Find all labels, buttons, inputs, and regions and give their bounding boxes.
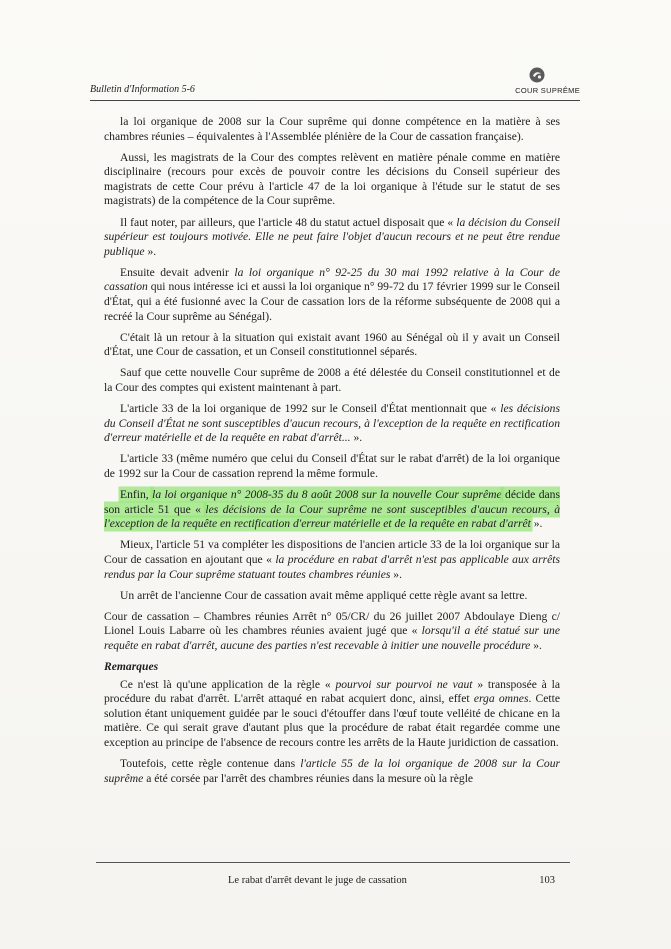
text-run: ». xyxy=(530,638,542,652)
text-run: C'était là un retour à la situation qui existait avant 1960 au Sénégal où il y avait un Conseil d'État, une Cour de cassation, et un Conseil constitutionnel séparés. xyxy=(104,330,560,359)
text-run: la décision du Conseil supérieur est toujours motivée. Elle ne peut faire l'objet d'aucun recours et ne peut être rendue publique xyxy=(104,215,560,258)
text-run: . Cette solution étant uniquement guidée par le souci d'étouffer dans l'œuf toute velléité de chicane en la matière. Ce qui serait grave d'autant plus que la procédure de rabat était regardée comme une exception au principe de l'absence de recours contre les arrêts de la Haute juridiction de cassation. xyxy=(104,692,560,749)
highlighted-text: décide dans son article 51 que « xyxy=(104,488,560,516)
text-run: ». xyxy=(350,431,363,445)
footer-divider xyxy=(96,862,570,863)
paragraph xyxy=(104,678,560,751)
text-run: ». xyxy=(144,244,157,258)
text-run: Toutefois, cette règle contenue dans xyxy=(120,757,301,771)
paragraph xyxy=(104,538,560,582)
text-run: Un arrêt de l'ancienne Cour de cassation avait même appliqué cette règle avant sa lettre. xyxy=(120,588,528,602)
text-run: les décisions du Conseil d'État ne sont susceptibles d'aucun recours, à l'exception de la requête en rectification d'erreur matérielle et de la requête en rabat d'arrêt... xyxy=(104,402,560,445)
text-run: Ce n'est là qu'une application de la règle « xyxy=(120,677,336,691)
text-run: Mieux, l'article 51 va compléter les dispositions de l'ancien article 33 de la loi organique sur la Cour de cassation en ajoutant que « xyxy=(104,538,560,566)
section-heading xyxy=(104,660,560,675)
document-body xyxy=(104,115,560,793)
paragraph xyxy=(104,589,560,604)
highlighted-text: les décisions de la Cour suprême ne sont susceptibles d'aucun recours, à l'exception de la requête en rectification d'erreur matérielle et de la requête en rabat d'arrêt xyxy=(104,502,560,531)
text-run: Sauf que cette nouvelle Cour suprême de 2008 a été délestée du Conseil constitutionnel et de la Cour des comptes qui existent maintenant à part. xyxy=(104,366,560,394)
text-run: ». xyxy=(530,517,543,531)
text-run: la loi organique n° 92-25 du 30 mai 1992 relative à la Cour de cassation xyxy=(104,265,560,294)
text-run: Ensuite devait advenir xyxy=(120,265,235,279)
paragraph xyxy=(104,488,560,532)
text-run: l'article 55 de la loi organique de 2008 sur la Cour suprême xyxy=(104,757,560,785)
highlighted-text: Enfin, xyxy=(120,488,153,502)
highlighted-text: la loi organique n° 2008-35 du 8 août 2008 sur la nouvelle Cour suprême xyxy=(152,488,502,502)
text-run: L'article 33 (même numéro que celui du Conseil d'État sur le rabat d'arrêt) de la loi organique de 1992 sur la Cour de cassation reprend la même formule. xyxy=(104,452,560,480)
text-run: Cour de cassation – Chambres réunies Arrêt n° 05/CR/ du 26 juillet 2007 Abdoulaye Dieng c/ Lionel Louis Labarre où les chambres réunies avaient jugé que « xyxy=(104,609,560,638)
text-run: Remarques xyxy=(104,660,159,673)
paragraph xyxy=(104,115,560,144)
text-run: ». xyxy=(390,567,402,581)
paragraph xyxy=(104,216,560,260)
cour-supreme-logo-icon xyxy=(528,66,546,84)
paragraph xyxy=(104,151,560,209)
cour-supreme-label: COUR SUPRÊME xyxy=(515,86,580,95)
bulletin-title: Bulletin d'Information 5-6 xyxy=(90,84,195,95)
paragraph xyxy=(104,610,560,654)
paragraph xyxy=(104,266,560,324)
paragraph xyxy=(104,757,560,786)
text-run: a été corsée par l'arrêt des chambres réunies dans la mesure où la règle xyxy=(143,771,474,785)
page-number: 103 xyxy=(539,875,555,886)
paragraph xyxy=(104,366,560,395)
text-run: lorsqu'il a été statué sur une requête en rabat d'arrêt, aucune des parties n'est recevable à initier une nouvelle procédure xyxy=(104,624,560,652)
text-run: » transposée à la procédure du rabat d'arrêt. L'arrêt attaqué en rabat acquiert donc, ainsi, effet xyxy=(104,677,560,706)
page-header xyxy=(90,66,580,101)
text-run: la procédure en rabat d'arrêt n'est pas applicable aux arrêts rendus par la Cour suprême statuant toutes chambres réunies xyxy=(104,552,560,581)
footer-title: Le rabat d'arrêt devant le juge de cassation xyxy=(228,875,407,886)
text-run: Aussi, les magistrats de la Cour des comptes relèvent en matière pénale comme en matière disciplinaire (recours pour excès de pouvoir contre les décisions du Conseil supérieur des magistrats de cette Cour prévu à l'article 47 de la loi organique à l'étude sur le statut de ses magistrats) de la compétence de la Cour suprême. xyxy=(104,150,560,208)
text-run: L'article 33 de la loi organique de 1992 sur le Conseil d'État mentionnait que « xyxy=(120,402,501,416)
text-run: pourvoi sur pourvoi ne vaut xyxy=(335,677,473,691)
text-run: la loi organique de 2008 sur la Cour suprême qui donne compétence en la matière à ses chambres réunies – équivalentes à l'Assemblée plénière de la Cour de cassation française). xyxy=(104,115,560,143)
text-run: Il faut noter, par ailleurs, que l'article 48 du statut actuel disposait que « xyxy=(120,215,457,229)
text-run: erga omnes xyxy=(473,692,529,706)
paragraph xyxy=(104,402,560,446)
text-run: qui nous intéresse ici et aussi la loi organique n° 99-72 du 17 février 1999 sur le Conseil d'État, qui a été fusionné avec la Cour de cassation lors de la réforme subséquente de 2008 qui a recréé la Cour suprême au Sénégal). xyxy=(104,280,560,323)
paragraph xyxy=(104,452,560,481)
paragraph xyxy=(104,331,560,360)
